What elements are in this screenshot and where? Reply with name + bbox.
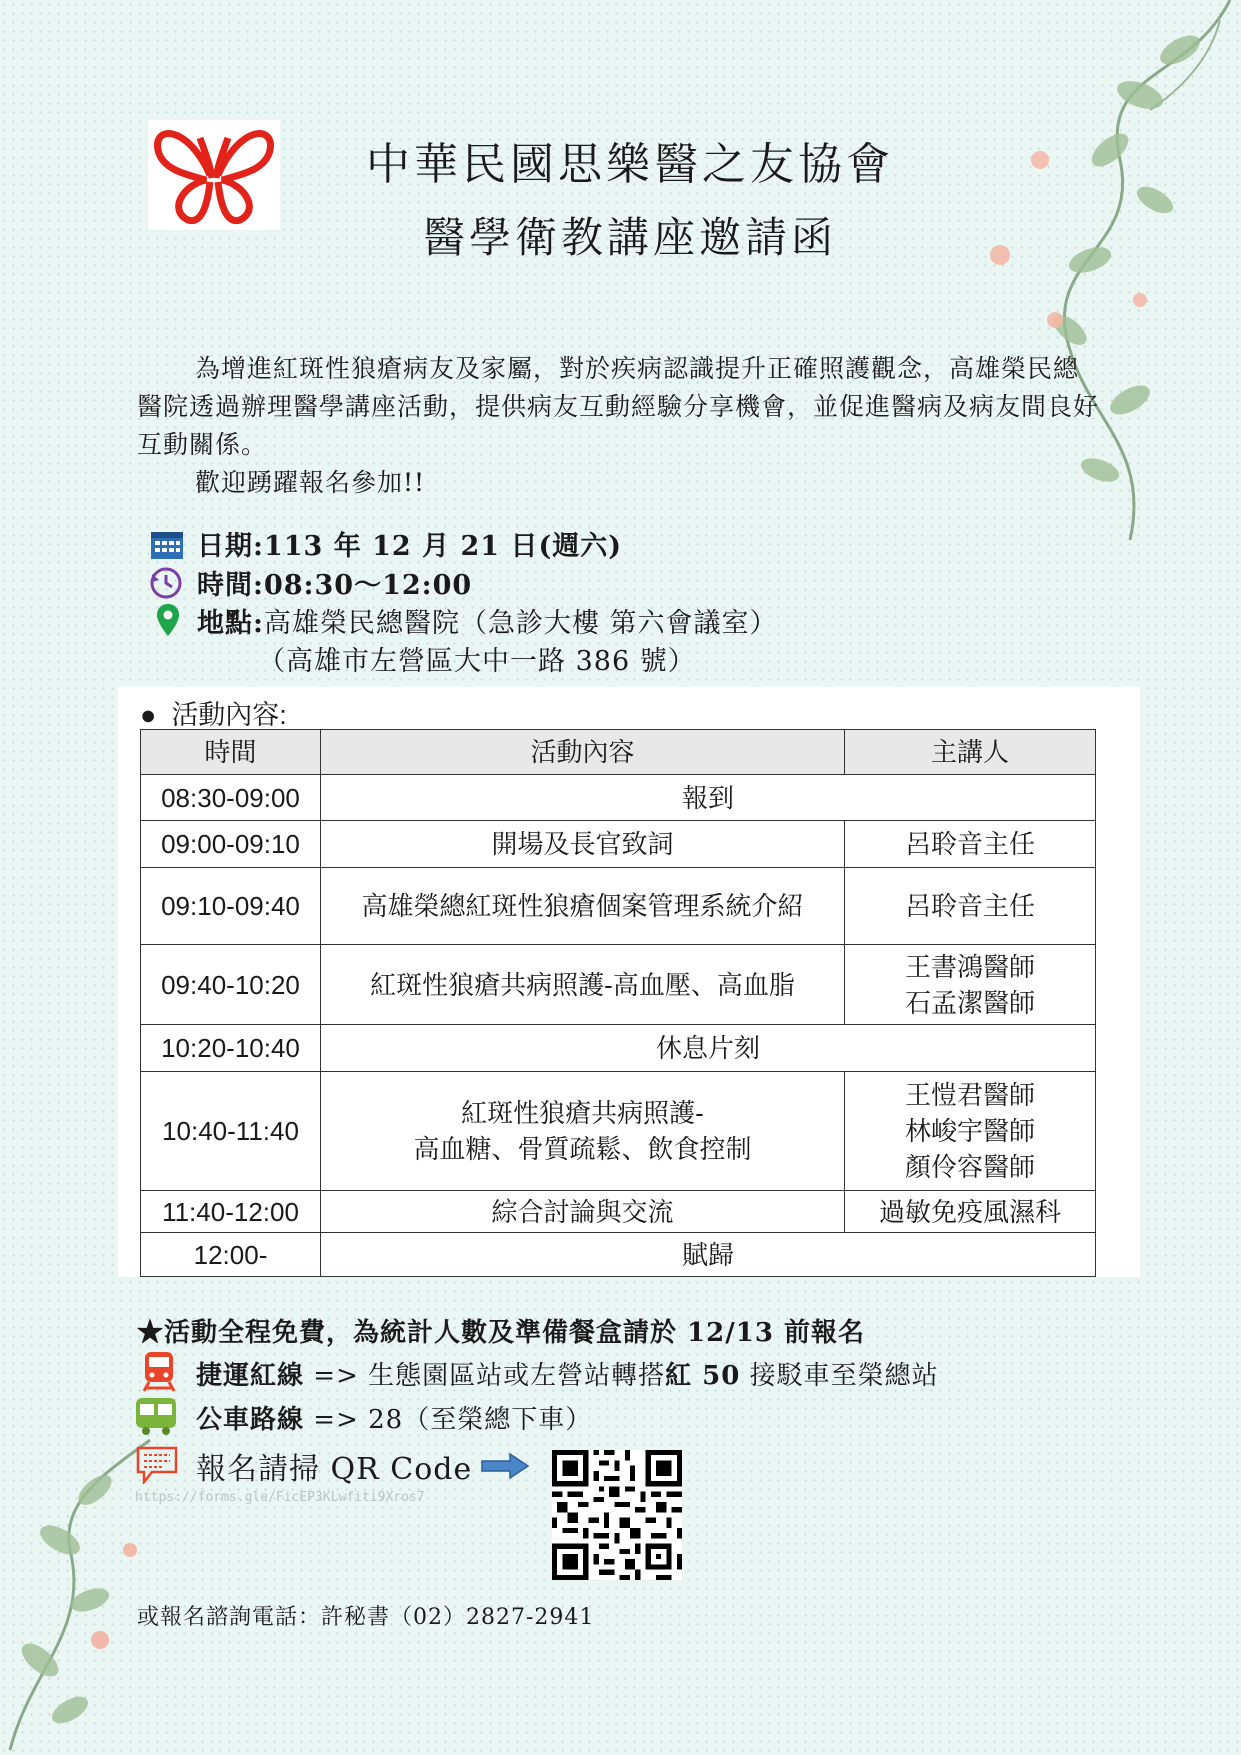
row-content: 高雄榮總紅斑性狼瘡個案管理系統介紹 — [321, 868, 845, 945]
date-line — [197, 524, 622, 563]
row-content: 紅斑性狼瘡共病照護-高血壓、高血脂 — [321, 945, 845, 1025]
train-icon — [141, 1350, 177, 1392]
arrow-right-icon — [480, 1452, 530, 1480]
calendar-icon — [150, 528, 184, 560]
place-label: 地點: — [197, 608, 264, 639]
row-speaker: 呂聆音主任 — [845, 821, 1096, 868]
bus-text: => 28（至榮總下車） — [304, 1405, 593, 1435]
welcome-text: 歡迎踴躍報名參加!! — [195, 468, 426, 497]
qr-code[interactable] — [552, 1450, 682, 1580]
row-time: 12:00- — [141, 1233, 321, 1277]
mrt-line — [196, 1355, 939, 1392]
form-icon — [136, 1446, 178, 1484]
schedule-heading: ● 活動內容: — [140, 700, 287, 730]
time-value: 08:30～12:00 — [263, 570, 473, 601]
free-registration-note: ★活動全程免費，為統計人數及準備餐盒請於 12/13 前報名 — [137, 1318, 865, 1348]
row-time: 11:40-12:00 — [141, 1191, 321, 1233]
table-header-row — [141, 730, 1096, 775]
butterfly-logo — [148, 120, 280, 230]
row-time: 10:20-10:40 — [141, 1025, 321, 1072]
schedule-heading-text: 活動內容: — [171, 700, 287, 730]
row-content: 綜合討論與交流 — [321, 1191, 845, 1233]
speaker-name: 顏伶容醫師 — [904, 1152, 1035, 1182]
row-content: 賦歸 — [321, 1233, 1096, 1277]
row-content: 開場及長官致詞 — [321, 821, 845, 868]
row-speaker: 呂聆音主任 — [845, 868, 1096, 945]
speaker-name: 王書鴻醫師 — [904, 951, 1035, 982]
table-row — [141, 1233, 1096, 1277]
content-line: 高血糖、骨質疏鬆、飲食控制 — [413, 1134, 752, 1164]
row-time: 08:30-09:00 — [141, 775, 321, 821]
row-content — [321, 1072, 845, 1191]
location-pin-icon — [156, 603, 180, 637]
row-time: 10:40-11:40 — [141, 1072, 321, 1191]
place-line — [197, 601, 778, 640]
row-time: 09:10-09:40 — [141, 868, 321, 945]
address-line: （高雄市左營區大中一路 386 號） — [258, 646, 696, 677]
qr-label: 報名請掃 QR Code — [196, 1452, 473, 1487]
table-row — [141, 1072, 1096, 1191]
schedule-table — [140, 729, 1096, 1277]
bus-line — [196, 1399, 592, 1436]
intro-paragraph-block — [137, 350, 1102, 502]
row-time: 09:40-10:20 — [141, 945, 321, 1025]
mrt-text: => 生態園區站或左營站轉搭 — [304, 1361, 666, 1391]
mrt-bus: 紅 50 — [665, 1361, 741, 1391]
header-time: 時間 — [141, 730, 321, 775]
org-title: 中華民國思樂醫之友協會 — [366, 139, 894, 190]
row-content: 休息片刻 — [321, 1025, 1096, 1072]
header-content: 活動內容 — [321, 730, 845, 775]
content-line: 紅斑性狼瘡共病照護- — [461, 1098, 704, 1128]
row-speaker — [845, 1072, 1096, 1191]
mrt-label: 捷運紅線 — [196, 1361, 305, 1391]
table-row — [141, 821, 1096, 868]
row-speaker — [845, 945, 1096, 1025]
bus-label: 公車路線 — [196, 1405, 305, 1435]
table-row — [141, 1025, 1096, 1072]
place-value: 高雄榮民總醫院（急診大樓 第六會議室） — [263, 608, 778, 639]
date-label: 日期: — [197, 531, 264, 562]
speaker-name: 王愷君醫師 — [904, 1080, 1035, 1110]
speaker-name: 林峻宇醫師 — [904, 1116, 1035, 1146]
speaker-name: 石孟潔醫師 — [904, 987, 1035, 1018]
event-title: 醫學衛教講座邀請函 — [422, 213, 837, 262]
time-label: 時間: — [197, 570, 264, 601]
table-row — [141, 945, 1096, 1025]
table-row — [141, 1191, 1096, 1233]
mrt-tail: 接駁車至榮總站 — [740, 1361, 939, 1391]
form-url[interactable]: https://forms.gle/FicEP3KLwfiti9Xros7 — [135, 1490, 425, 1505]
table-row — [141, 868, 1096, 945]
bus-icon — [134, 1396, 178, 1436]
date-value: 113 年 12 月 21 日(週六) — [263, 531, 623, 562]
time-line — [197, 563, 472, 602]
intro-paragraph: 為增進紅斑性狼瘡病友及家屬，對於疾病認識提升正確照護觀念，高雄榮民總醫院透過辦理醫學講座活動，提供病友互動經驗分享機會，並促進醫病及病友間良好互動關係。 — [137, 354, 1100, 459]
row-content: 報到 — [321, 775, 1096, 821]
clock-icon — [149, 566, 183, 600]
row-speaker: 過敏免疫風濕科 — [845, 1191, 1096, 1233]
table-row — [141, 775, 1096, 821]
header-speaker: 主講人 — [845, 730, 1096, 775]
phone-line: 或報名諮詢電話：許秘書（02）2827-2941 — [137, 1605, 595, 1630]
row-time: 09:00-09:10 — [141, 821, 321, 868]
